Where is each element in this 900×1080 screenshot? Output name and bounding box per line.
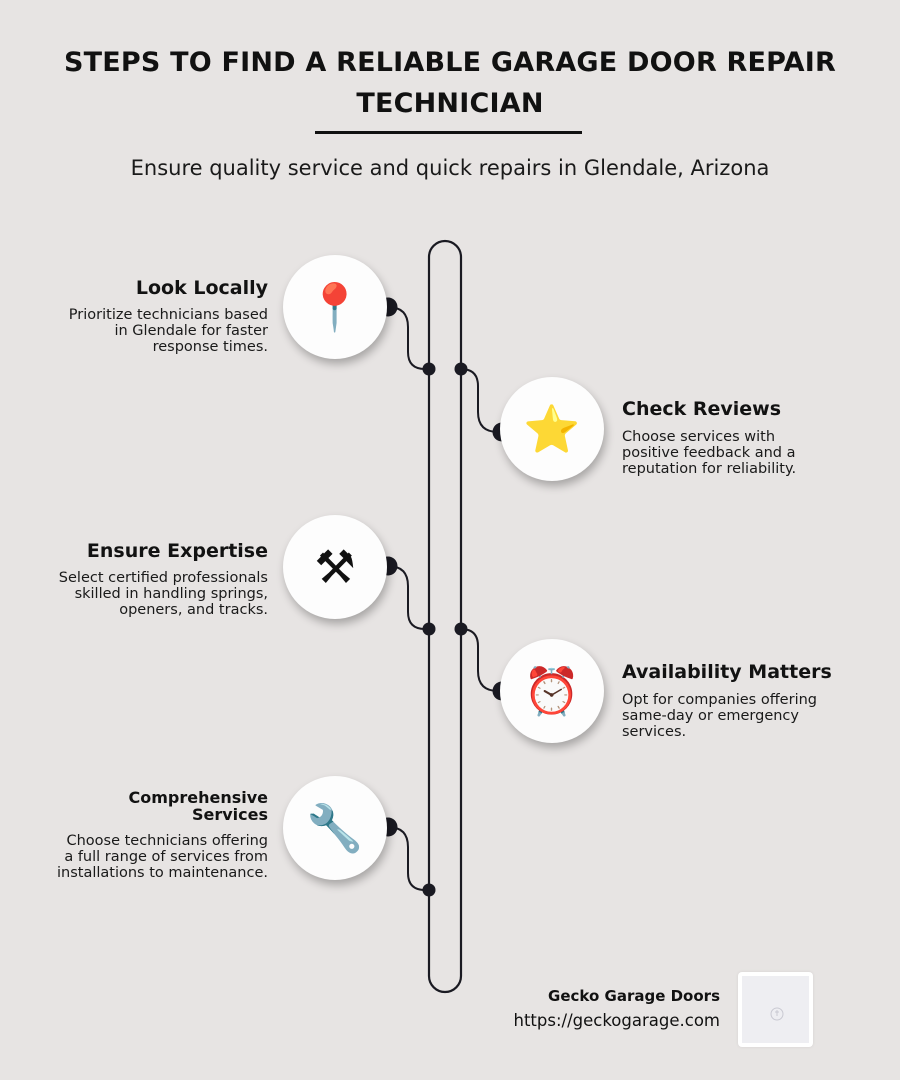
- connector-look-locally: [388, 307, 429, 369]
- page-subtitle: Ensure quality service and quick repairs in Glendale, Arizona: [130, 156, 770, 180]
- step-icon-circle-look-locally: [283, 255, 387, 359]
- step-icon-circle-check-reviews: [500, 377, 604, 481]
- step-title-check-reviews: Check Reviews: [622, 398, 782, 420]
- step-icon-circle-availability: [500, 639, 604, 743]
- step-title-ensure-expertise: Ensure Expertise: [86, 540, 268, 562]
- connector-check-reviews: [461, 369, 502, 432]
- track-dot-availability: [455, 623, 468, 636]
- connector-availability: [461, 629, 502, 691]
- brand-logo: [738, 972, 813, 1047]
- timeline-track: [429, 241, 461, 992]
- step-description-comprehensive: Choose technicians offering a full range of services from installations to maintenance.: [57, 833, 268, 881]
- step-description-check-reviews: Choose services with positive feedback and a reputation for reliability.: [622, 429, 797, 477]
- step-icon-circle-ensure-expertise: [283, 515, 387, 619]
- star-icon: ⭐: [523, 402, 581, 456]
- track-dot-check-reviews: [455, 363, 468, 376]
- connector-ensure-expertise: [388, 566, 429, 629]
- step-title-comprehensive: Comprehensive Services: [128, 788, 268, 824]
- track-dot-ensure-expertise: [423, 623, 436, 636]
- wrench-icon: 🔧: [306, 801, 364, 855]
- track-dot-comprehensive: [423, 884, 436, 897]
- track-dot-look-locally: [423, 363, 436, 376]
- step-description-availability: Opt for companies offering same-day or emergency services.: [622, 692, 817, 740]
- hammer-and-wrench-icon: ⚒: [314, 540, 356, 594]
- brand-url-link[interactable]: https://geckogarage.com: [513, 1011, 720, 1030]
- pushpin-icon: 📍: [306, 280, 364, 334]
- step-icon-circle-comprehensive: [283, 776, 387, 880]
- gecko-logo-icon: [742, 976, 809, 1043]
- step-description-look-locally: Prioritize technicians based in Glendale for faster response times.: [68, 307, 268, 355]
- step-description-ensure-expertise: Select certified professionals skilled in handling springs, openers, and tracks.: [58, 570, 268, 618]
- alarm-clock-icon: ⏰: [523, 664, 581, 718]
- page-title: STEPS TO FIND A RELIABLE GARAGE DOOR REPAIR TECHNICIAN: [63, 47, 837, 119]
- brand-name: Gecko Garage Doors: [548, 987, 720, 1005]
- step-title-look-locally: Look Locally: [135, 277, 268, 299]
- step-title-availability: Availability Matters: [622, 661, 832, 683]
- connector-comprehensive: [388, 827, 429, 890]
- gecko-logo-mark: [742, 976, 809, 1043]
